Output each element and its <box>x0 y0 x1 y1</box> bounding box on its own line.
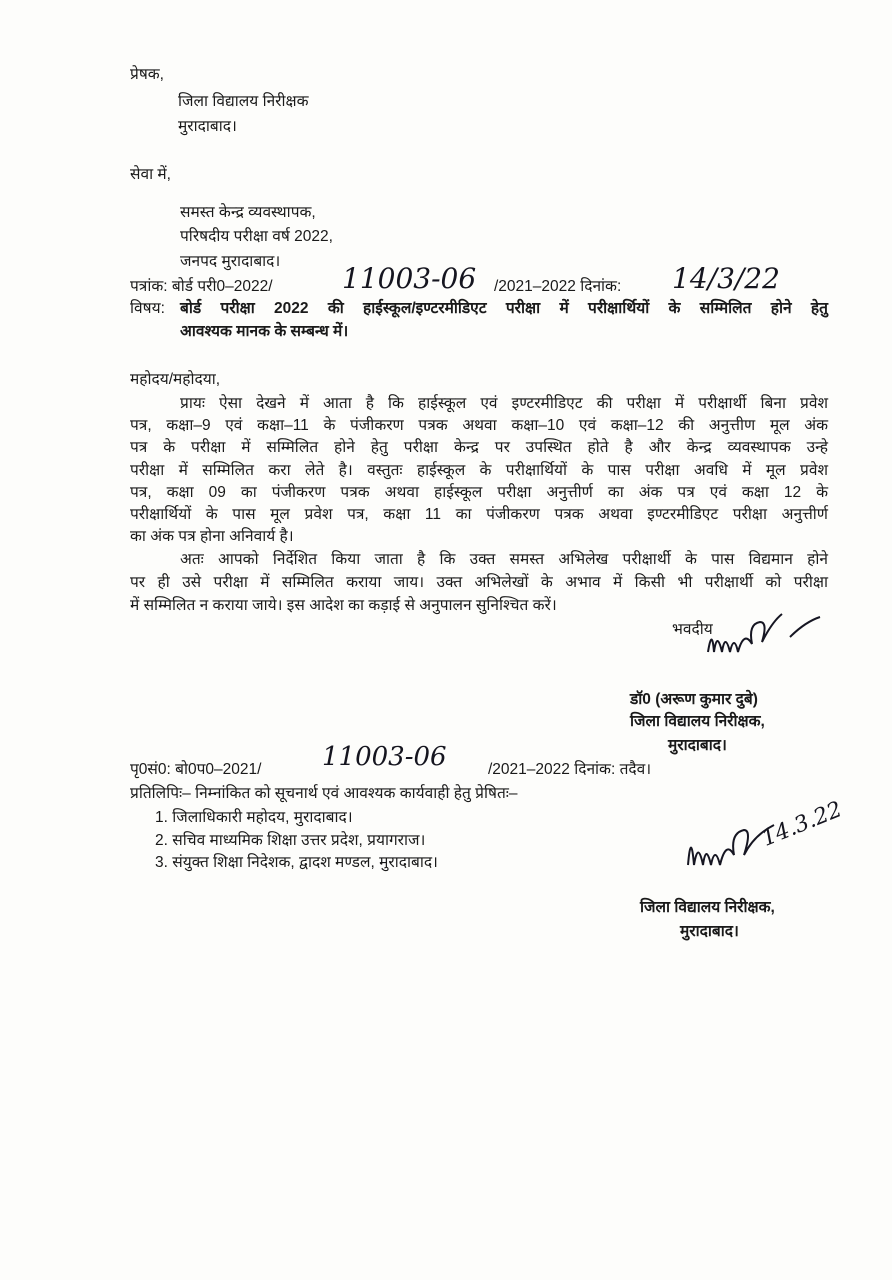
handwritten-signature-date: 14.3.22 <box>758 797 846 852</box>
paragraph-line: परीक्षार्थियों के पास मूल प्रवेश पत्र, कक्षा 11 का पंजीकरण पत्रक अथवा इण्टरमीडिएट परीक्षा अनुत्तीर्ण <box>130 506 828 523</box>
endorsement-suffix: /2021–2022 दिनांक: तदैव। <box>488 761 652 778</box>
recipient-label: सेवा में, <box>130 166 171 183</box>
recipient-line: परिषदीय परीक्षा वर्ष 2022, <box>180 228 333 245</box>
copy-to-item: 1. जिलाधिकारी महोदय, मुरादाबाद। <box>155 809 353 826</box>
copy-to-label: प्रतिलिपिः– निम्नांकित को सूचनार्थ एवं आवश्यक कार्यवाही हेतु प्रेषितः– <box>130 785 518 802</box>
footer-place: मुरादाबाद। <box>680 923 739 940</box>
signature-1 <box>700 612 830 672</box>
paragraph-line: पत्र, कक्षा–9 एवं कक्षा–11 के पंजीकरण पत्रक अथवा कक्षा–10 एवं कक्षा–12 की अनुत्तीण मूल अंक <box>130 417 828 434</box>
sender-label: प्रेषक, <box>130 66 164 83</box>
subject-line <box>180 299 828 319</box>
subject-line <box>180 322 348 342</box>
paragraph-line: अतः आपको निर्देशित किया जाता है कि उक्त समस्त अभिलेख परीक्षार्थी के पास विद्यमान होने <box>180 551 828 568</box>
paragraph-line: पत्र, कक्षा 09 का पंजीकरण पत्रक अथवा हाईस्कूल परीक्षा अनुत्तीर्ण का अंक पत्र एवं कक्षा 12 के <box>130 484 828 501</box>
recipient-line: जनपद मुरादाबाद। <box>180 253 281 270</box>
closing: भवदीय <box>672 621 713 638</box>
paragraph-line: पर ही उसे परीक्षा में सम्मिलित कराया जाय। उक्त अभिलेखों के अभाव में किसी भी परीक्षार्थी को परीक्षा <box>130 574 828 591</box>
reference-year-date-label: /2021–2022 दिनांक: <box>494 278 622 295</box>
copy-to-item: 3. संयुक्त शिक्षा निदेशक, द्वादश मण्डल, मुरादाबाद। <box>155 854 438 871</box>
handwritten-endorsement-number: 11003-06 <box>322 742 447 772</box>
paragraph-line: का अंक पत्र होना अनिवार्य है। <box>130 528 294 545</box>
paragraph-line: प्रायः ऐसा देखने में आता है कि हाईस्कूल एवं इण्टरमीडिएट की परीक्षा में परीक्षार्थी बिना प्रवेश <box>180 395 828 412</box>
sender-line: मुरादाबाद। <box>178 118 237 135</box>
subject-text: बोर्ड परीक्षा 2022 की हाईस्कूल/इण्टरमीडिएट परीक्षा में परीक्षार्थियों के सम्मिलित होने हेतु <box>180 300 828 317</box>
subject-text: आवश्यक मानक के सम्बन्ध में। <box>180 323 349 340</box>
subject-label: विषय: <box>130 300 165 317</box>
reference-prefix: पत्रांक: बोर्ड परी0–2022/ <box>130 278 273 295</box>
signatory-designation: जिला विद्यालय निरीक्षक, <box>630 713 765 730</box>
recipient-line: समस्त केन्द्र व्यवस्थापक, <box>180 204 316 221</box>
handwritten-reference-number: 11003-06 <box>342 262 477 295</box>
salutation: महोदय/महोदया, <box>130 371 221 388</box>
paragraph-line: पत्र के परीक्षा में सम्मिलित होने हेतु परीक्षा केन्द्र पर उपस्थित होते है और केन्द्र व्यवस्थापक उन्हे <box>130 439 828 456</box>
signatory-name: डॉ0 (अरूण कुमार दुबे) <box>630 691 758 708</box>
paragraph-line: परीक्षा में सम्मिलित करा लेते है। वस्तुतः हाईस्कूल के परीक्षार्थियों के पास परीक्षा अवधि में मूल प्रवेश <box>130 462 828 479</box>
copy-to-item: 2. सचिव माध्यमिक शिक्षा उत्तर प्रदेश, प्रयागराज। <box>155 832 426 849</box>
handwritten-date: 14/3/22 <box>672 262 780 295</box>
sender-line: जिला विद्यालय निरीक्षक <box>178 93 309 110</box>
footer-designation: जिला विद्यालय निरीक्षक, <box>640 899 775 916</box>
paragraph-line: में सम्मिलित न कराया जाये। इस आदेश का कड़ाई से अनुपालन सुनिश्चित करें। <box>130 597 557 614</box>
endorsement-prefix: पृ0सं0: बो0प0–2021/ <box>130 761 262 778</box>
signatory-place: मुरादाबाद। <box>668 737 727 754</box>
